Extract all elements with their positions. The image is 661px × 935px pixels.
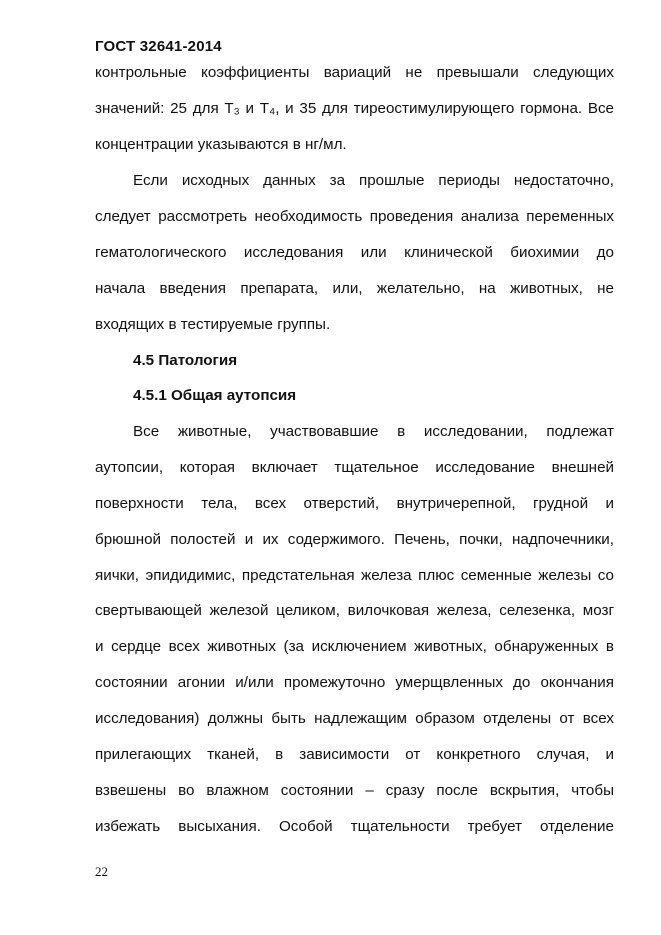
body-line: концентрации указываются в нг/мл.	[95, 136, 347, 153]
section-heading: 4.5 Патология	[133, 352, 238, 369]
body-line: брюшной полостей и их содержимого. Печень, почки, надпочечники,	[95, 531, 614, 548]
body-line: взвешены во влажном состоянии – сразу после вскрытия, чтобы	[95, 782, 614, 799]
body-line: исследования) должны быть надлежащим образом отделены от всех	[95, 710, 614, 727]
body-line: свертывающей железой целиком, вилочковая железа, селезенка, мозг	[95, 602, 614, 619]
body-line: избежать высыхания. Особой тщательности требует отделение	[95, 818, 614, 835]
document-header: ГОСТ 32641-2014	[95, 38, 222, 55]
body-line: контрольные коэффициенты вариаций не превышали следующих	[95, 64, 614, 81]
body-line: входящих в тестируемые группы.	[95, 316, 331, 333]
page-number: 22	[95, 864, 108, 879]
body-line: поверхности тела, всех отверстий, внутричерепной, грудной и	[95, 495, 614, 512]
body-line: начала введения препарата, или, желательно, на животных, не	[95, 280, 614, 297]
body-line: аутопсии, которая включает тщательное исследование внешней	[95, 459, 614, 476]
body-line: значений: 25 для Т₃ и Т₄, и 35 для тиреостимулирующего гормона. Все	[95, 100, 614, 117]
body-line: следует рассмотреть необходимость проведения анализа переменных	[95, 208, 614, 225]
body-line: Все животные, участвовавшие в исследовании, подлежат	[133, 423, 614, 440]
body-line: состоянии агонии и/или промежуточно умерщвленных до окончания	[95, 674, 614, 691]
body-line: яички, эпидидимис, предстательная железа плюс семенные железы со	[95, 567, 614, 584]
body-line: и сердце всех животных (за исключением животных, обнаруженных в	[95, 638, 614, 655]
body-line: гематологического исследования или клинической биохимии до	[95, 244, 614, 261]
body-line: Если исходных данных за прошлые периоды недостаточно,	[133, 172, 614, 189]
subsection-heading: 4.5.1 Общая аутопсия	[133, 387, 297, 404]
body-line: прилегающих тканей, в зависимости от конкретного случая, и	[95, 746, 614, 763]
